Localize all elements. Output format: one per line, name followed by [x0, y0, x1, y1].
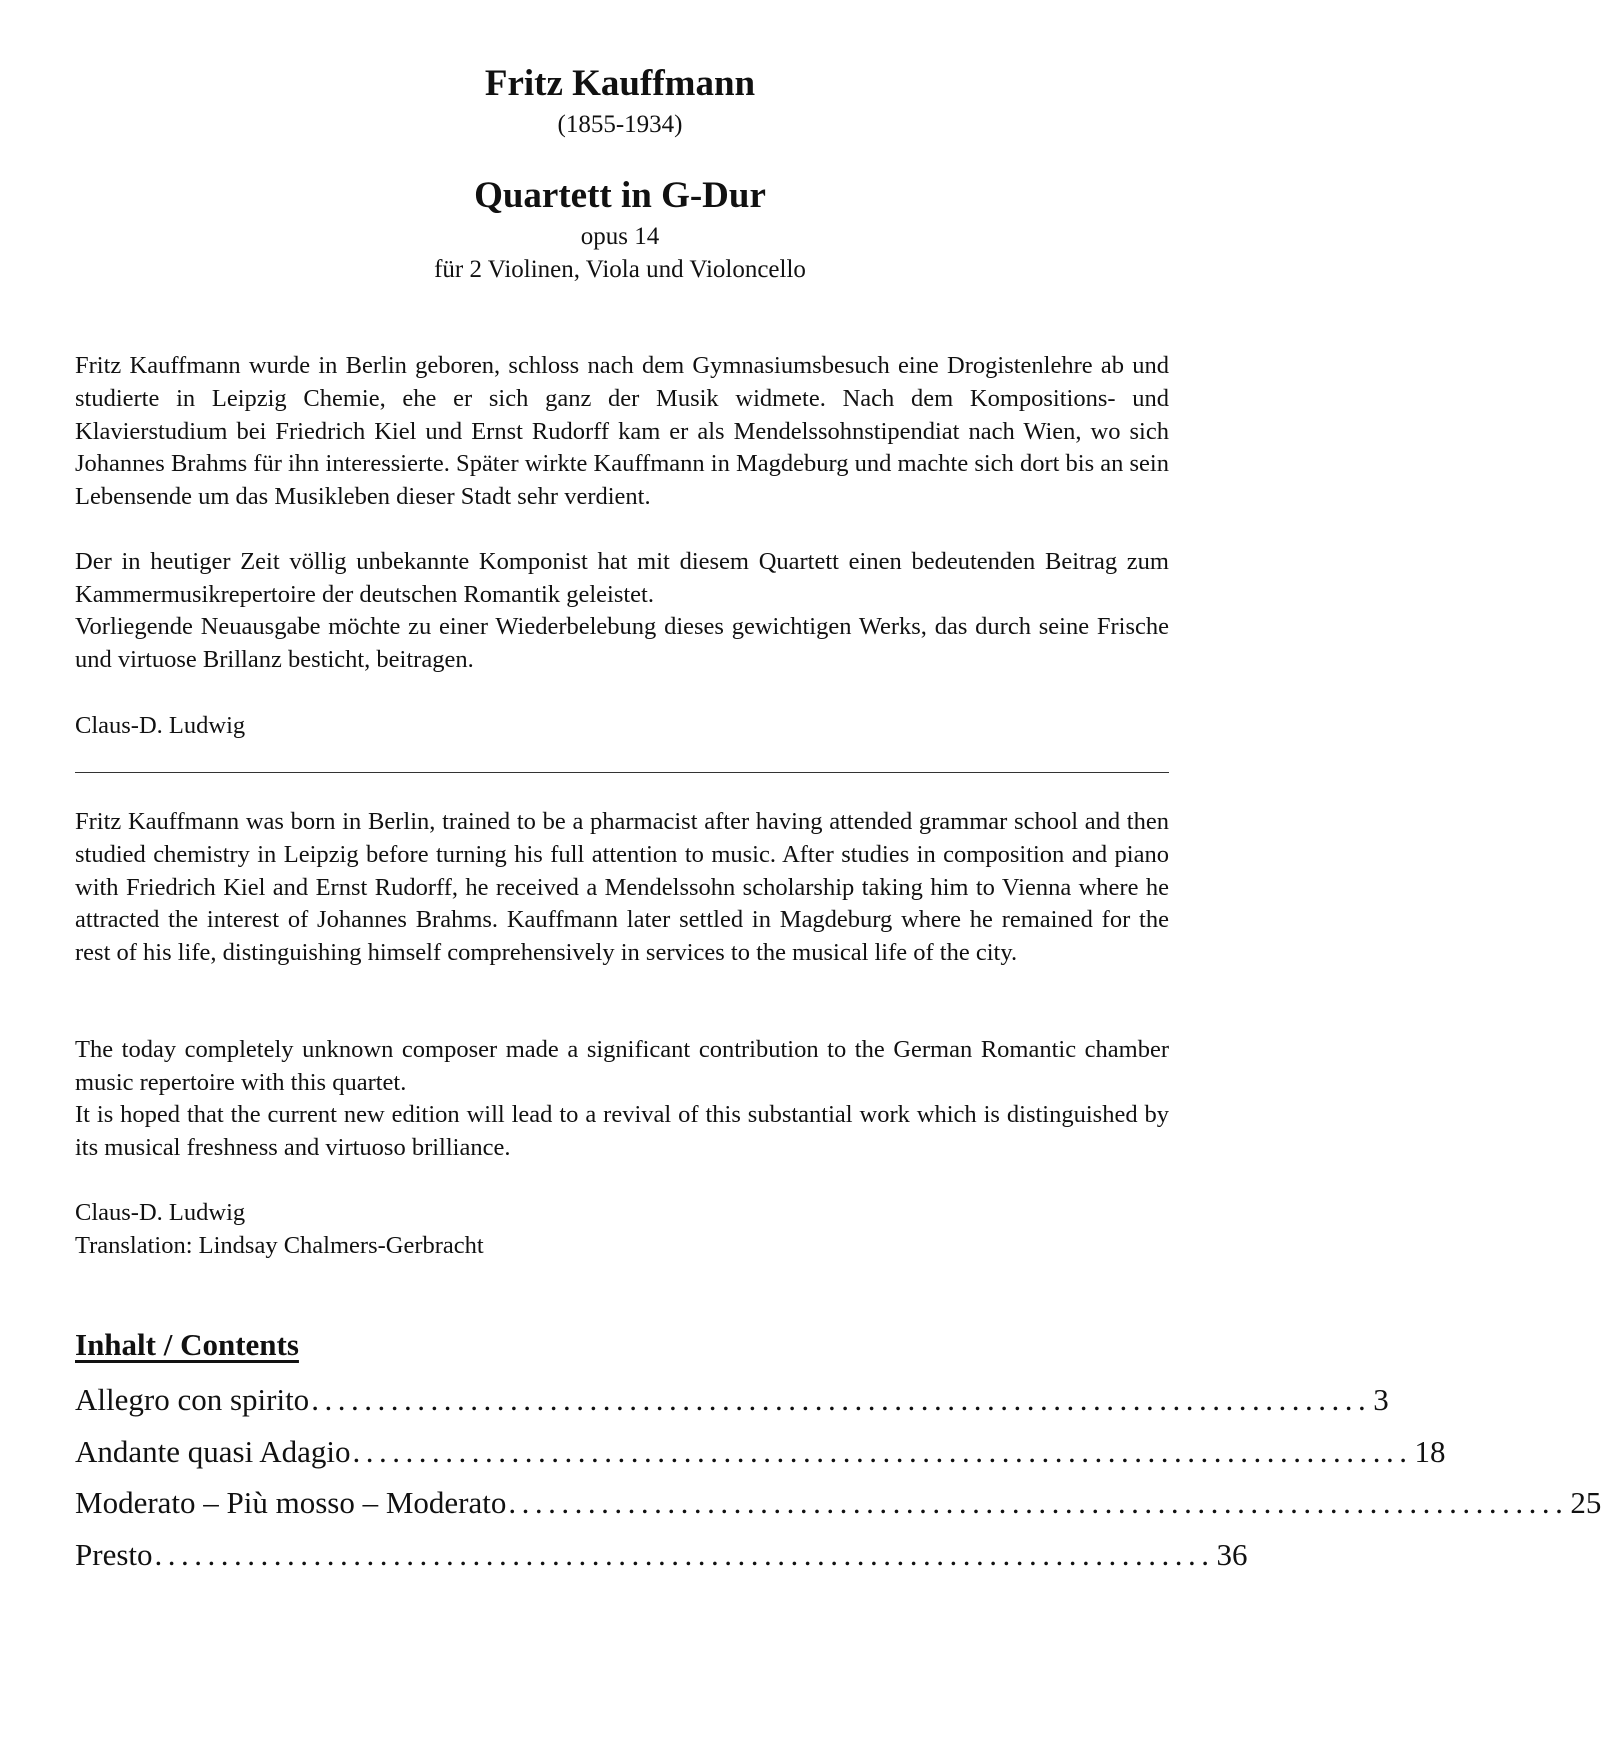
toc-dot-leader: ................................................................................: [154, 1536, 1215, 1572]
toc-entry: [75, 1483, 1601, 1535]
toc-entry-title: Presto: [75, 1536, 153, 1572]
toc-entry-title: Allegro con spirito: [75, 1382, 310, 1417]
english-paragraph-2: The today completely unknown composer made a significant contribution to the German Romantic chamber music repertoire with this quartet.: [75, 1036, 1169, 1096]
translator-credit: Translation: Lindsay Chalmers-Gerbracht: [75, 1232, 484, 1259]
toc-entry-title: Andante quasi Adagio: [75, 1433, 351, 1469]
toc-entry: [75, 1432, 1446, 1484]
section-divider: [75, 772, 1169, 773]
composer-dates: (1855-1934): [557, 111, 683, 138]
work-title: Quartett in G-Dur: [474, 175, 766, 216]
toc-dot-leader: ................................................................................: [352, 1433, 1413, 1469]
german-paragraph-1: Fritz Kauffmann wurde in Berlin geboren, schloss nach dem Gymnasiumsbesuch eine Drogistenlehre ab und studierte in Leipzig Chemie, ehe er sich ganz der Musik widmete. Nach dem Kompositions- und Klavierstudium bei Friedrich Kiel und Ernst Rudorff kam er als Mendelssohnstipendiat nach Wien, wo sich Johannes Brahms für ihn interessierte. Später wirkte Kauffmann in Magdeburg und machte sich dort bis an sein Lebensende um das Musikleben dieser Stadt sehr verdient.: [75, 352, 1169, 511]
english-paragraph-3: It is hoped that the current new edition will lead to a revival of this substantial work which is distinguished by its musical freshness and virtuoso brilliance.: [75, 1101, 1169, 1161]
toc-entry-page: 36: [1216, 1536, 1248, 1572]
contents-heading: Inhalt / Contents: [75, 1327, 299, 1362]
opus-number: opus 14: [580, 223, 660, 250]
toc-dot-leader: ................................................................................: [508, 1485, 1569, 1520]
english-signature: Claus-D. Ludwig: [75, 1199, 246, 1226]
toc-dot-leader: ................................................................................: [311, 1382, 1372, 1417]
composer-name: Fritz Kauffmann: [484, 63, 756, 104]
german-paragraph-2: Der in heutiger Zeit völlig unbekannte Komponist hat mit diesem Quartett einen bedeutenden Beitrag zum Kammermusikrepertoire der deutschen Romantik geleistet.: [75, 548, 1169, 608]
german-signature: Claus-D. Ludwig: [75, 712, 246, 739]
table-of-contents: [75, 1380, 1601, 1586]
toc-entry-title: Moderato – Più mosso – Moderato: [75, 1485, 507, 1520]
toc-entry: [75, 1535, 1248, 1587]
toc-entry-page: 25: [1570, 1485, 1601, 1520]
toc-entry: [75, 1380, 1389, 1432]
toc-entry-page: 3: [1373, 1382, 1389, 1417]
toc-entry-page: 18: [1414, 1433, 1446, 1469]
instrumentation: für 2 Violinen, Viola und Violoncello: [434, 256, 806, 283]
english-paragraph-1: Fritz Kauffmann was born in Berlin, trained to be a pharmacist after having attended grammar school and then studied chemistry in Leipzig before turning his full attention to music. After studies in composition and piano with Friedrich Kiel and Ernst Rudorff, he received a Mendelssohn scholarship taking him to Vienna where he attracted the interest of Johannes Brahms. Kauffmann later settled in Magdeburg where he remained for the rest of his life, distinguishing himself comprehensively in services to the musical life of the city.: [75, 808, 1169, 967]
german-paragraph-3: Vorliegende Neuausgabe möchte zu einer Wiederbelebung dieses gewichtigen Werks, das durch seine Frische und virtuose Brillanz besticht, beitragen.: [75, 613, 1169, 673]
